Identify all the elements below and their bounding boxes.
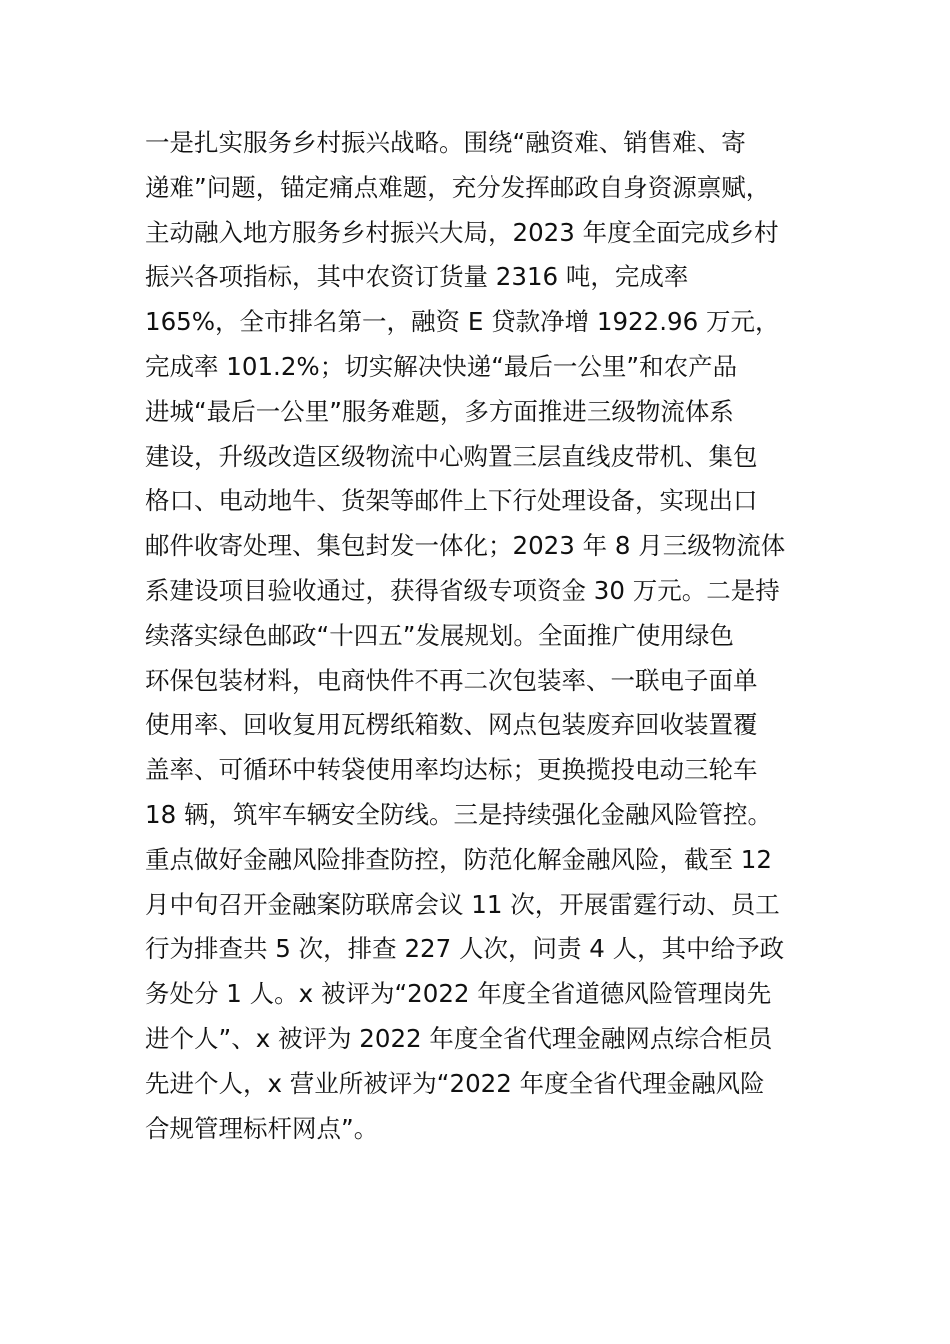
text-line: 合规管理标杆网点”。 xyxy=(145,1113,379,1143)
text-line: 行为排查共 5 次，排查 227 人次，问责 4 人，其中给予政 xyxy=(145,934,785,964)
text-line: 环保包装材料，电商快件不再二次包装率、一联电子面单 xyxy=(145,665,758,695)
text-line: 18 辆，筑牢车辆安全防线。三是持续强化金融风险管控。 xyxy=(145,799,772,829)
text-line: 务处分 1 人。x 被评为“2022 年度全省道德风险管理岗先 xyxy=(145,979,772,1009)
body-paragraph xyxy=(145,121,825,1151)
text-line: 一是扎实服务乡村振兴战略。围绕“融资难、销售难、寄 xyxy=(145,128,746,157)
text-line: 系建设项目验收通过，获得省级专项资金 30 万元。二是持 xyxy=(145,575,780,605)
text-line: 格口、电动地牛、货架等邮件上下行处理设备，实现出口 xyxy=(145,486,758,516)
text-line: 进个人”、x 被评为 2022 年度全省代理金融网点综合柜员 xyxy=(145,1023,773,1053)
text-line: 进城“最后一公里”服务难题，多方面推进三级物流体系 xyxy=(145,396,734,426)
text-line: 主动融入地方服务乡村振兴大局，2023 年度全面完成乡村 xyxy=(145,217,779,247)
text-line: 振兴各项指标，其中农资订货量 2316 吨，完成率 xyxy=(145,262,689,292)
text-line: 165%，全市排名第一，融资 E 贷款净增 1922.96 万元， xyxy=(145,307,780,337)
text-line: 使用率、回收复用瓦楞纸箱数、网点包装废弃回收装置覆 xyxy=(145,710,758,740)
text-line: 完成率 101.2%；切实解决快递“最后一公里”和农产品 xyxy=(145,351,738,381)
text-line: 建设，升级改造区级物流中心购置三层直线皮带机、集包 xyxy=(145,441,758,471)
text-line: 邮件收寄处理、集包封发一体化；2023 年 8 月三级物流体 xyxy=(145,531,786,561)
text-line: 先进个人，x 营业所被评为“2022 年度全省代理金融风险 xyxy=(145,1068,765,1098)
text-line: 盖率、可循环中转袋使用率均达标；更换揽投电动三轮车 xyxy=(145,755,758,785)
text-line: 续落实绿色邮政“十四五”发展规划。全面推广使用绿色 xyxy=(145,620,734,650)
text-line: 重点做好金融风险排查防控，防范化解金融风险，截至 12 xyxy=(145,844,772,874)
text-line: 月中旬召开金融案防联席会议 11 次，开展雷霆行动、员工 xyxy=(145,889,780,919)
text-line: 递难”问题，锚定痛点难题，充分发挥邮政自身资源禀赋， xyxy=(145,172,771,202)
